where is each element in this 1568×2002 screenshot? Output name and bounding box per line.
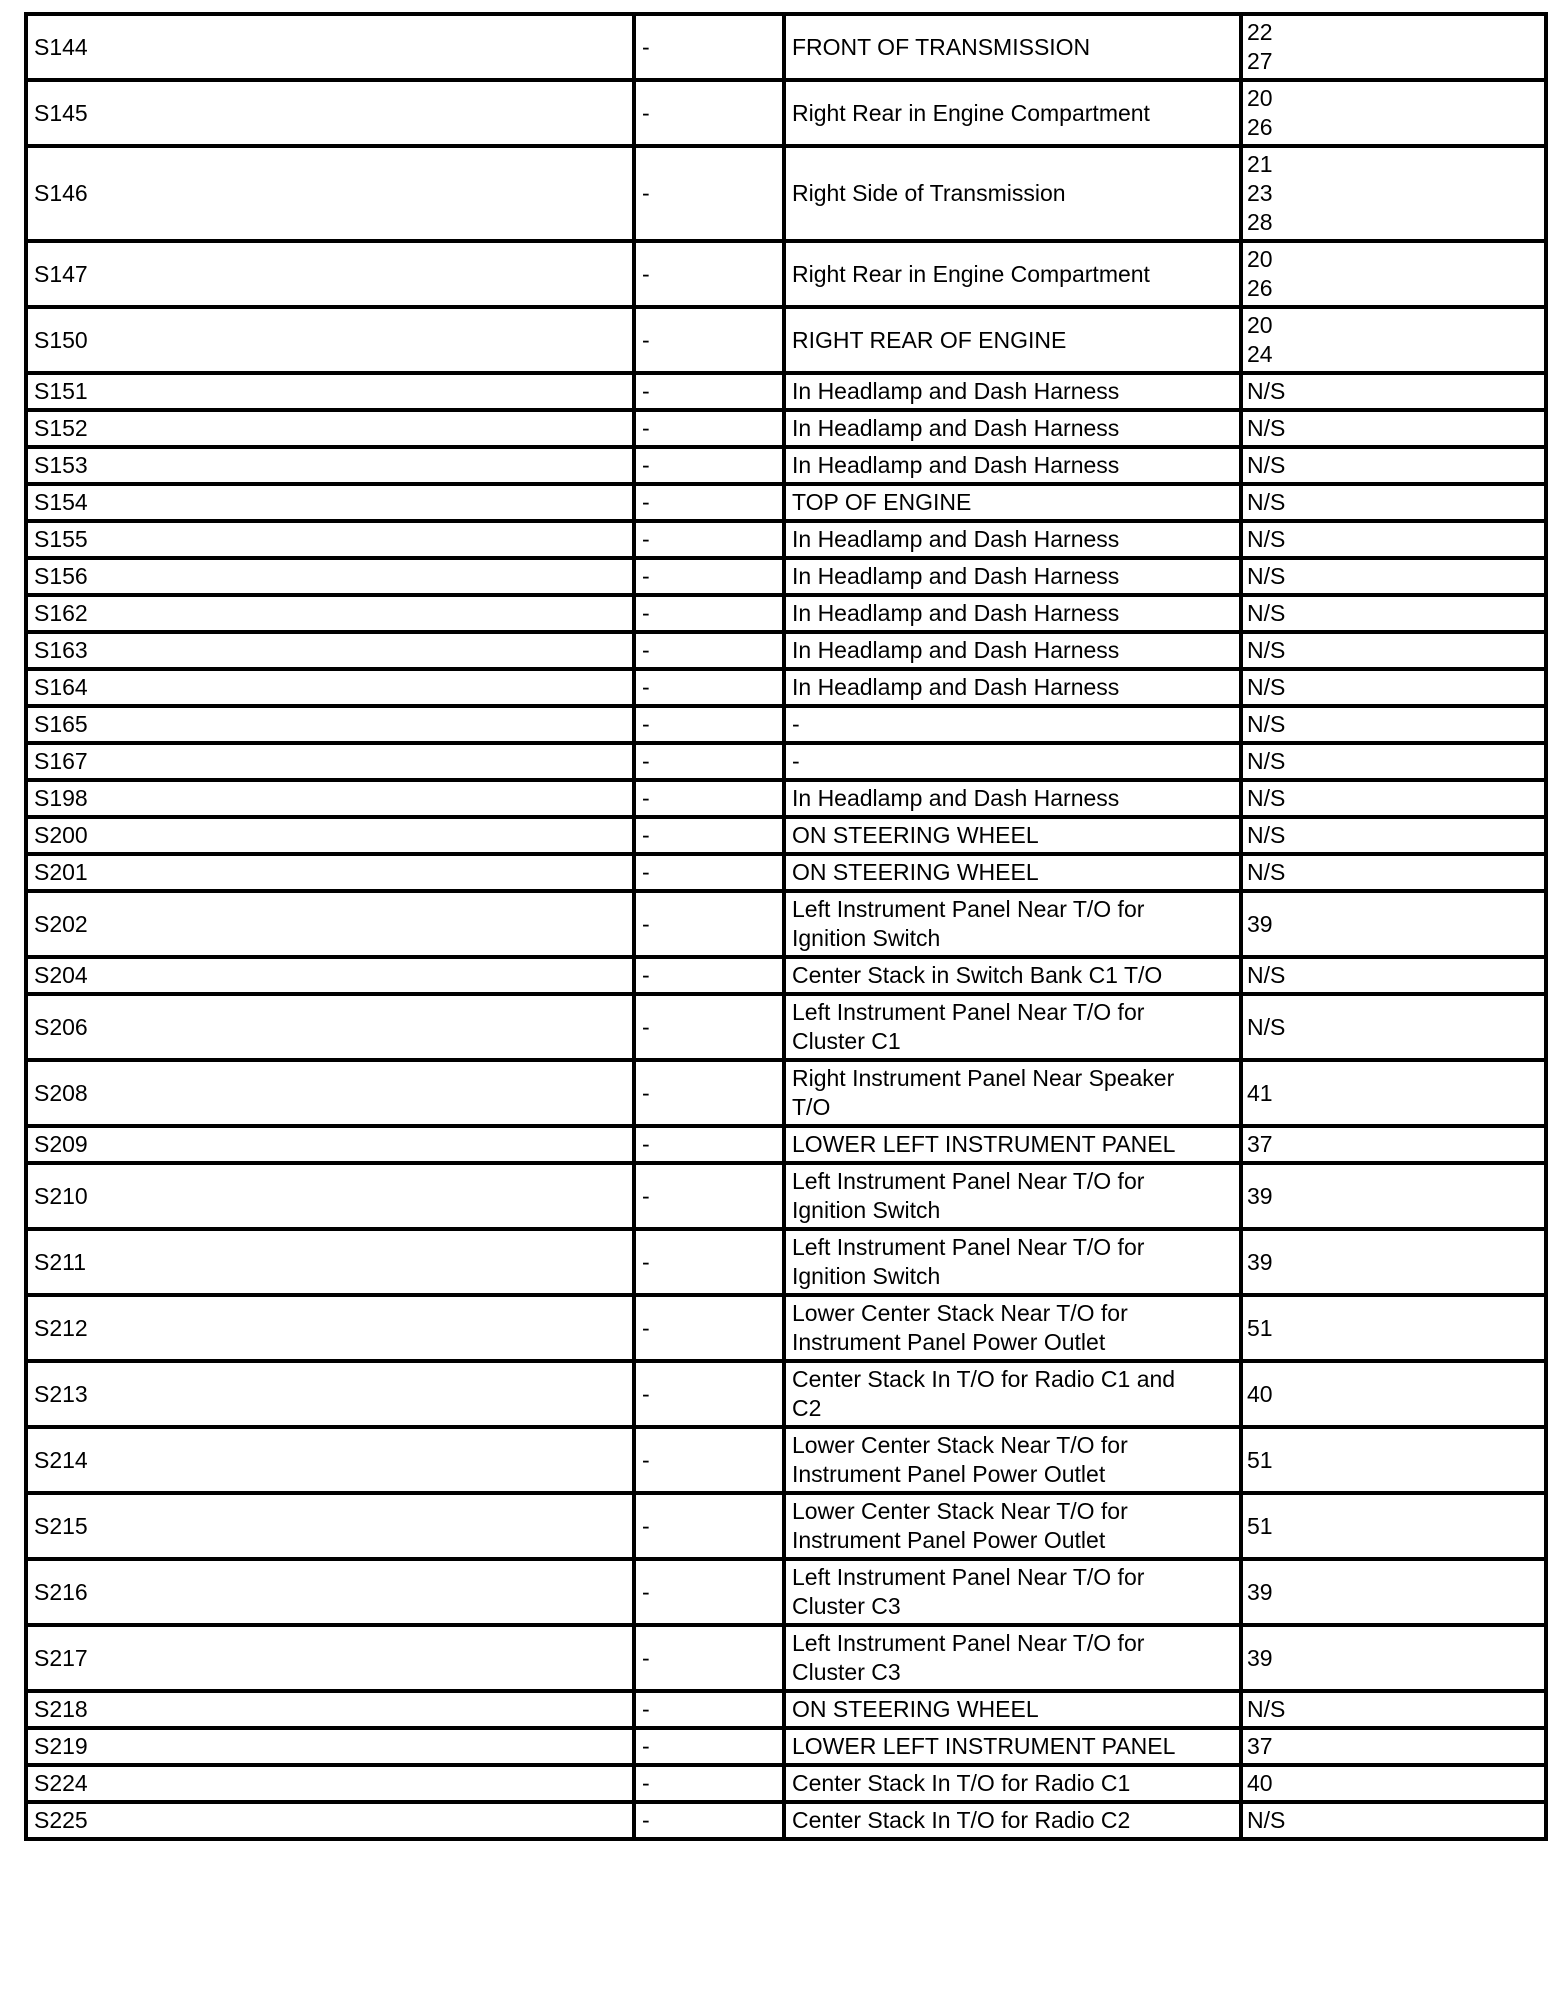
table-row	[26, 1126, 1546, 1163]
page-reference-cell: 39	[1241, 1559, 1546, 1625]
splice-id-cell: S156	[26, 558, 634, 595]
wire-color-cell: -	[634, 484, 784, 521]
wire-color-cell: -	[634, 1126, 784, 1163]
location-cell: In Headlamp and Dash Harness	[784, 558, 1241, 595]
wire-color-cell: -	[634, 1361, 784, 1427]
page-reference-cell: N/S	[1241, 558, 1546, 595]
splice-id-cell: S218	[26, 1691, 634, 1728]
wire-color-cell: -	[634, 1163, 784, 1229]
table-row	[26, 1060, 1546, 1126]
wire-color-cell: -	[634, 521, 784, 558]
location-cell: -	[784, 706, 1241, 743]
table-row	[26, 1765, 1546, 1802]
table-row	[26, 558, 1546, 595]
location-cell: In Headlamp and Dash Harness	[784, 780, 1241, 817]
page-reference-cell: 40	[1241, 1361, 1546, 1427]
page-reference-cell: 20 24	[1241, 307, 1546, 373]
location-cell: In Headlamp and Dash Harness	[784, 410, 1241, 447]
page-reference-cell: N/S	[1241, 484, 1546, 521]
splice-id-cell: S213	[26, 1361, 634, 1427]
page-reference-cell: 37	[1241, 1126, 1546, 1163]
table-row	[26, 854, 1546, 891]
splice-id-cell: S164	[26, 669, 634, 706]
page-reference-cell: 21 23 28	[1241, 146, 1546, 241]
location-cell: Center Stack In T/O for Radio C1	[784, 1765, 1241, 1802]
splice-id-cell: S211	[26, 1229, 634, 1295]
location-cell: ON STEERING WHEEL	[784, 854, 1241, 891]
wire-color-cell: -	[634, 780, 784, 817]
location-cell: In Headlamp and Dash Harness	[784, 521, 1241, 558]
wire-color-cell: -	[634, 1559, 784, 1625]
splice-location-table	[24, 12, 1548, 1841]
splice-id-cell: S201	[26, 854, 634, 891]
location-cell: Left Instrument Panel Near T/O for Cluster C1	[784, 994, 1241, 1060]
splice-id-cell: S147	[26, 241, 634, 307]
location-cell: Lower Center Stack Near T/O for Instrument Panel Power Outlet	[784, 1427, 1241, 1493]
table-row	[26, 706, 1546, 743]
wire-color-cell: -	[634, 558, 784, 595]
splice-id-cell: S212	[26, 1295, 634, 1361]
wire-color-cell: -	[634, 447, 784, 484]
location-cell: -	[784, 743, 1241, 780]
page-reference-cell: N/S	[1241, 1802, 1546, 1839]
splice-id-cell: S214	[26, 1427, 634, 1493]
location-cell: FRONT OF TRANSMISSION	[784, 14, 1241, 80]
table-row	[26, 1691, 1546, 1728]
table-row	[26, 241, 1546, 307]
table-row	[26, 447, 1546, 484]
splice-id-cell: S151	[26, 373, 634, 410]
location-cell: Center Stack in Switch Bank C1 T/O	[784, 957, 1241, 994]
splice-id-cell: S155	[26, 521, 634, 558]
location-cell: LOWER LEFT INSTRUMENT PANEL	[784, 1126, 1241, 1163]
table-row	[26, 484, 1546, 521]
page-reference-cell: N/S	[1241, 447, 1546, 484]
page-reference-cell: 39	[1241, 1229, 1546, 1295]
page-reference-cell: N/S	[1241, 410, 1546, 447]
splice-id-cell: S208	[26, 1060, 634, 1126]
page-reference-cell: N/S	[1241, 373, 1546, 410]
table-row	[26, 817, 1546, 854]
location-cell: Right Side of Transmission	[784, 146, 1241, 241]
table-row	[26, 410, 1546, 447]
splice-id-cell: S163	[26, 632, 634, 669]
location-cell: LOWER LEFT INSTRUMENT PANEL	[784, 1728, 1241, 1765]
wire-color-cell: -	[634, 1765, 784, 1802]
location-cell: Lower Center Stack Near T/O for Instrument Panel Power Outlet	[784, 1295, 1241, 1361]
splice-id-cell: S154	[26, 484, 634, 521]
splice-id-cell: S146	[26, 146, 634, 241]
splice-id-cell: S150	[26, 307, 634, 373]
wire-color-cell: -	[634, 994, 784, 1060]
location-cell: Right Rear in Engine Compartment	[784, 241, 1241, 307]
splice-id-cell: S202	[26, 891, 634, 957]
location-cell: TOP OF ENGINE	[784, 484, 1241, 521]
page-reference-cell: 51	[1241, 1493, 1546, 1559]
wire-color-cell: -	[634, 241, 784, 307]
splice-id-cell: S167	[26, 743, 634, 780]
splice-id-cell: S206	[26, 994, 634, 1060]
page-reference-cell: 39	[1241, 891, 1546, 957]
table-row	[26, 780, 1546, 817]
table-row	[26, 521, 1546, 558]
table-row	[26, 669, 1546, 706]
table-body	[26, 14, 1546, 1839]
splice-id-cell: S198	[26, 780, 634, 817]
wire-color-cell: -	[634, 80, 784, 146]
table-row	[26, 957, 1546, 994]
location-cell: Center Stack In T/O for Radio C1 and C2	[784, 1361, 1241, 1427]
page-reference-cell: 40	[1241, 1765, 1546, 1802]
page-reference-cell: 20 26	[1241, 241, 1546, 307]
wire-color-cell: -	[634, 373, 784, 410]
splice-id-cell: S217	[26, 1625, 634, 1691]
wire-color-cell: -	[634, 1691, 784, 1728]
page-reference-cell: 51	[1241, 1427, 1546, 1493]
wire-color-cell: -	[634, 891, 784, 957]
splice-id-cell: S210	[26, 1163, 634, 1229]
page-reference-cell: N/S	[1241, 706, 1546, 743]
page-reference-cell: N/S	[1241, 1691, 1546, 1728]
location-cell: Right Instrument Panel Near Speaker T/O	[784, 1060, 1241, 1126]
wire-color-cell: -	[634, 146, 784, 241]
location-cell: Right Rear in Engine Compartment	[784, 80, 1241, 146]
table-row	[26, 1493, 1546, 1559]
page-reference-cell: 22 27	[1241, 14, 1546, 80]
table-row	[26, 632, 1546, 669]
page-reference-cell: 41	[1241, 1060, 1546, 1126]
table-row	[26, 1361, 1546, 1427]
page-reference-cell: 39	[1241, 1163, 1546, 1229]
table-row	[26, 595, 1546, 632]
table-row	[26, 1728, 1546, 1765]
location-cell: In Headlamp and Dash Harness	[784, 373, 1241, 410]
splice-id-cell: S225	[26, 1802, 634, 1839]
table-row	[26, 891, 1546, 957]
page-reference-cell: N/S	[1241, 632, 1546, 669]
page-reference-cell: N/S	[1241, 595, 1546, 632]
table-row	[26, 743, 1546, 780]
page-reference-cell: N/S	[1241, 957, 1546, 994]
wire-color-cell: -	[634, 957, 784, 994]
wire-color-cell: -	[634, 14, 784, 80]
page-reference-cell: 51	[1241, 1295, 1546, 1361]
wire-color-cell: -	[634, 669, 784, 706]
splice-id-cell: S209	[26, 1126, 634, 1163]
table-row	[26, 1802, 1546, 1839]
page-reference-cell: N/S	[1241, 780, 1546, 817]
table-row	[26, 1229, 1546, 1295]
splice-id-cell: S153	[26, 447, 634, 484]
wire-color-cell: -	[634, 817, 784, 854]
wire-color-cell: -	[634, 1728, 784, 1765]
splice-id-cell: S200	[26, 817, 634, 854]
page-reference-cell: N/S	[1241, 521, 1546, 558]
table-row	[26, 994, 1546, 1060]
table-row	[26, 14, 1546, 80]
wire-color-cell: -	[634, 307, 784, 373]
location-cell: In Headlamp and Dash Harness	[784, 632, 1241, 669]
splice-id-cell: S162	[26, 595, 634, 632]
wire-color-cell: -	[634, 410, 784, 447]
table-row	[26, 1559, 1546, 1625]
wire-color-cell: -	[634, 1802, 784, 1839]
page-reference-cell: N/S	[1241, 854, 1546, 891]
splice-id-cell: S216	[26, 1559, 634, 1625]
table-row	[26, 1295, 1546, 1361]
table-row	[26, 307, 1546, 373]
location-cell: Left Instrument Panel Near T/O for Cluster C3	[784, 1625, 1241, 1691]
wire-color-cell: -	[634, 1625, 784, 1691]
splice-id-cell: S145	[26, 80, 634, 146]
page-reference-cell: N/S	[1241, 817, 1546, 854]
wire-color-cell: -	[634, 1060, 784, 1126]
location-cell: Center Stack In T/O for Radio C2	[784, 1802, 1241, 1839]
page-reference-cell: N/S	[1241, 669, 1546, 706]
location-cell: In Headlamp and Dash Harness	[784, 595, 1241, 632]
wire-color-cell: -	[634, 632, 784, 669]
wire-color-cell: -	[634, 1493, 784, 1559]
location-cell: Left Instrument Panel Near T/O for Ignition Switch	[784, 1163, 1241, 1229]
table-row	[26, 1427, 1546, 1493]
splice-id-cell: S152	[26, 410, 634, 447]
location-cell: Left Instrument Panel Near T/O for Ignition Switch	[784, 891, 1241, 957]
wire-color-cell: -	[634, 743, 784, 780]
table-row	[26, 373, 1546, 410]
location-cell: In Headlamp and Dash Harness	[784, 669, 1241, 706]
location-cell: In Headlamp and Dash Harness	[784, 447, 1241, 484]
splice-id-cell: S144	[26, 14, 634, 80]
page-reference-cell: 37	[1241, 1728, 1546, 1765]
splice-id-cell: S204	[26, 957, 634, 994]
splice-id-cell: S215	[26, 1493, 634, 1559]
table-row	[26, 80, 1546, 146]
table-row	[26, 1625, 1546, 1691]
wire-color-cell: -	[634, 595, 784, 632]
wire-color-cell: -	[634, 1427, 784, 1493]
location-cell: Left Instrument Panel Near T/O for Cluster C3	[784, 1559, 1241, 1625]
location-cell: ON STEERING WHEEL	[784, 817, 1241, 854]
location-cell: ON STEERING WHEEL	[784, 1691, 1241, 1728]
location-cell: Lower Center Stack Near T/O for Instrument Panel Power Outlet	[784, 1493, 1241, 1559]
table-row	[26, 146, 1546, 241]
wire-color-cell: -	[634, 1295, 784, 1361]
page-reference-cell: 39	[1241, 1625, 1546, 1691]
splice-id-cell: S165	[26, 706, 634, 743]
page-reference-cell: N/S	[1241, 994, 1546, 1060]
splice-id-cell: S219	[26, 1728, 634, 1765]
location-cell: RIGHT REAR OF ENGINE	[784, 307, 1241, 373]
page-reference-cell: N/S	[1241, 743, 1546, 780]
table-row	[26, 1163, 1546, 1229]
page-reference-cell: 20 26	[1241, 80, 1546, 146]
wire-color-cell: -	[634, 1229, 784, 1295]
splice-id-cell: S224	[26, 1765, 634, 1802]
wire-color-cell: -	[634, 706, 784, 743]
wire-color-cell: -	[634, 854, 784, 891]
location-cell: Left Instrument Panel Near T/O for Ignition Switch	[784, 1229, 1241, 1295]
